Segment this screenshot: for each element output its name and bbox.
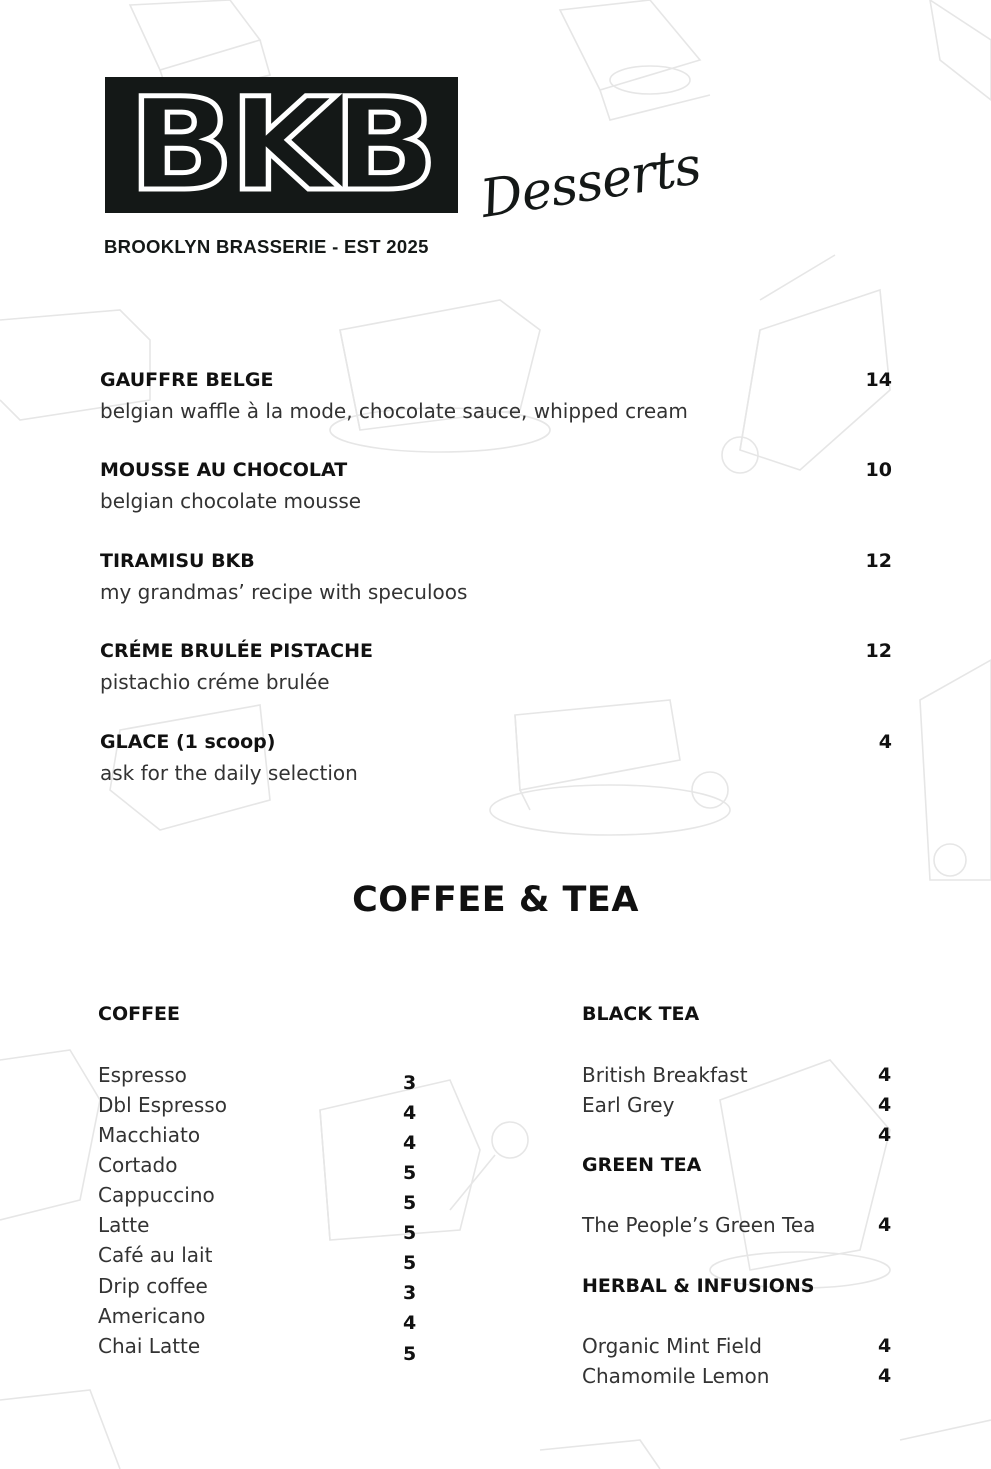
dessert-description: pistachio créme brulée — [100, 670, 330, 694]
dessert-name: MOUSSE AU CHOCOLAT — [100, 459, 348, 481]
tea-item-name: Chamomile Lemon — [582, 1364, 770, 1388]
coffee-item-name: Chai Latte — [98, 1334, 201, 1358]
dessert-price: 4 — [878, 731, 892, 753]
dessert-name: CRÉME BRULÉE PISTACHE — [100, 640, 373, 662]
dessert-description: belgian waffle à la mode, chocolate sauce, whipped cream — [100, 399, 688, 423]
coffee-item-price: 4 — [403, 1102, 417, 1124]
tea-item-price: 4 — [878, 1335, 892, 1357]
coffee-item-price: 5 — [403, 1222, 417, 1244]
black-tea-heading: BLACK TEA — [582, 1003, 700, 1025]
tea-item-price: 4 — [878, 1214, 892, 1236]
tea-item-name: Organic Mint Field — [582, 1334, 762, 1358]
coffee-item-name: Cortado — [98, 1153, 178, 1177]
coffee-item-price: 5 — [403, 1162, 417, 1184]
coffee-item-name: Espresso — [98, 1063, 187, 1087]
dessert-name: GLACE (1 scoop) — [100, 731, 276, 753]
dessert-price: 14 — [865, 369, 892, 391]
coffee-heading: COFFEE — [98, 1003, 181, 1025]
cake-sketch-icon — [0, 1390, 991, 1469]
dessert-name: TIRAMISU BKB — [100, 550, 255, 572]
coffee-item-price: 5 — [403, 1192, 417, 1214]
tea-item-name: British Breakfast — [582, 1063, 748, 1087]
coffee-item-name: Dbl Espresso — [98, 1093, 227, 1117]
coffee-item-name: Macchiato — [98, 1123, 201, 1147]
dessert-price: 12 — [865, 640, 892, 662]
green-tea-heading: GREEN TEA — [582, 1154, 702, 1176]
dessert-name: GAUFFRE BELGE — [100, 369, 274, 391]
coffee-item-name: Latte — [98, 1213, 150, 1237]
coffee-item-name: Drip coffee — [98, 1274, 208, 1298]
dessert-description: belgian chocolate mousse — [100, 489, 362, 513]
coffee-item-name: Café au lait — [98, 1243, 213, 1267]
coffee-item-price: 4 — [403, 1312, 417, 1334]
coffee-tea-title: COFFEE & TEA — [352, 880, 639, 920]
coffee-item-name: Americano — [98, 1304, 206, 1328]
tea-item-price: 4 — [878, 1064, 892, 1086]
coffee-item-name: Cappuccino — [98, 1183, 215, 1207]
desserts-script-title: Desserts — [476, 136, 705, 230]
logo-text: BKB — [129, 71, 434, 220]
tea-item-name: The People’s Green Tea — [582, 1213, 816, 1237]
tagline: BROOKLYN BRASSERIE - EST 2025 — [104, 236, 429, 257]
tea-item-price: 4 — [878, 1365, 892, 1387]
dessert-price: 10 — [865, 459, 892, 481]
herbal-heading: HERBAL & INFUSIONS — [582, 1275, 815, 1297]
tea-item-price: 4 — [878, 1124, 892, 1146]
coffee-item-price: 3 — [403, 1072, 417, 1094]
tea-item-price: 4 — [878, 1094, 892, 1116]
coffee-item-price: 4 — [403, 1132, 417, 1154]
coffee-item-price: 5 — [403, 1252, 417, 1274]
dessert-price: 12 — [865, 550, 892, 572]
tea-item-name: Earl Grey — [582, 1093, 675, 1117]
coffee-item-price: 3 — [403, 1282, 417, 1304]
dessert-description: ask for the daily selection — [100, 761, 358, 785]
coffee-item-price: 5 — [403, 1343, 417, 1365]
cake-sketch-icon — [0, 255, 890, 473]
bkb-logo — [105, 71, 458, 220]
dessert-description: my grandmas’ recipe with speculoos — [100, 580, 468, 604]
